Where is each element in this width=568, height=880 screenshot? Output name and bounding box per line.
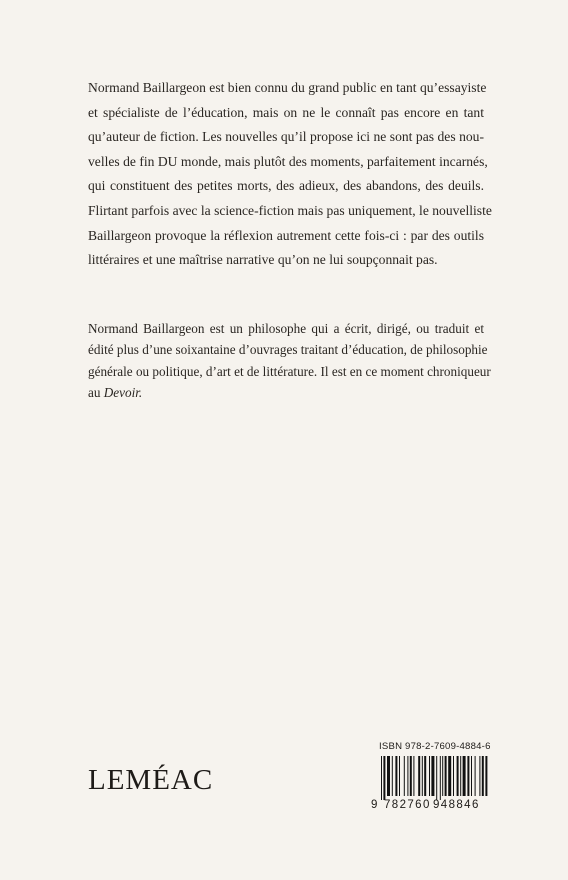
barcode bbox=[371, 756, 489, 800]
barcode-bar bbox=[482, 756, 484, 796]
bio-line bbox=[88, 382, 484, 403]
barcode-bar bbox=[422, 756, 423, 796]
blurb-line: Flirtant parfois avec la science-fiction mais pas uniquement, le nouvelliste bbox=[88, 202, 492, 218]
barcode-bar bbox=[410, 756, 412, 796]
bio-line: générale ou politique, d’art et de littérature. Il est en ce moment chroniqueur bbox=[88, 363, 491, 379]
book-blurb bbox=[88, 76, 492, 273]
barcode-bar bbox=[392, 756, 393, 796]
barcode-bar bbox=[442, 756, 443, 796]
blurb-line: qui constituent des petites morts, des adieux, des abandons, des deuils. bbox=[88, 178, 484, 194]
blurb-line: Baillargeon provoque la réflexion autrement cette fois-ci : par des outils bbox=[88, 227, 484, 243]
blurb-line: velles de fin DU monde, mais plutôt des moments, parfaitement incarnés, bbox=[88, 153, 488, 169]
barcode-bar bbox=[463, 756, 466, 796]
barcode-bar bbox=[407, 756, 408, 796]
barcode-bar bbox=[413, 756, 414, 796]
barcode-bar bbox=[395, 756, 397, 796]
publisher-logo: LEMÉAC bbox=[88, 764, 214, 796]
barcode-bar bbox=[383, 756, 385, 800]
barcode-bar bbox=[431, 756, 434, 796]
barcode-bar bbox=[448, 756, 451, 796]
bio-line: édité plus d’une soixantaine d’ouvrages traitant d’éducation, de philosophie bbox=[88, 342, 488, 358]
barcode-bar bbox=[445, 756, 447, 796]
barcode-bar bbox=[418, 756, 420, 796]
barcode-bar bbox=[460, 756, 461, 796]
newspaper-title: Devoir. bbox=[103, 385, 143, 401]
blurb-line: Normand Baillargeon est bien connu du grand public en tant qu’essayiste bbox=[88, 80, 487, 95]
isbn-text: ISBN 978-2-7609-4884-6 bbox=[379, 741, 491, 752]
author-bio bbox=[88, 318, 491, 404]
barcode-bar bbox=[440, 756, 441, 800]
barcode-bar bbox=[467, 756, 469, 796]
barcode-bar bbox=[479, 756, 480, 796]
blurb-line: et spécialiste de l’éducation, mais on ne le connaît pas encore en tant bbox=[88, 104, 484, 120]
bio-last-prefix: au bbox=[88, 385, 104, 401]
barcode-bar bbox=[424, 756, 426, 796]
barcode-bar bbox=[381, 756, 382, 800]
barcode-bar bbox=[453, 756, 454, 796]
bio-line: Normand Baillargeon est un philosophe qui a écrit, dirigé, ou traduit et bbox=[88, 321, 484, 336]
barcode-bar bbox=[399, 756, 400, 796]
barcode-digit-first: 9 bbox=[371, 799, 379, 811]
barcode-bar bbox=[429, 756, 430, 796]
barcode-bar bbox=[475, 756, 476, 796]
barcode-digits bbox=[371, 799, 489, 813]
barcode-bar bbox=[485, 756, 487, 796]
isbn-block bbox=[371, 741, 489, 813]
barcode-bar bbox=[471, 756, 472, 796]
barcode-digit-group1: 782760 bbox=[384, 799, 431, 811]
blurb-line: littéraires et une maîtrise narrative qu’on ne lui soupçonnait pas. bbox=[88, 252, 438, 268]
barcode-bar bbox=[387, 756, 390, 796]
barcode-bar bbox=[436, 756, 437, 800]
barcode-bar bbox=[404, 756, 405, 796]
barcode-digit-group2: 948846 bbox=[433, 799, 480, 811]
barcode-bar bbox=[457, 756, 459, 796]
blurb-line: qu’auteur de fiction. Les nouvelles qu’il propose ici ne sont pas des nou- bbox=[88, 129, 484, 145]
